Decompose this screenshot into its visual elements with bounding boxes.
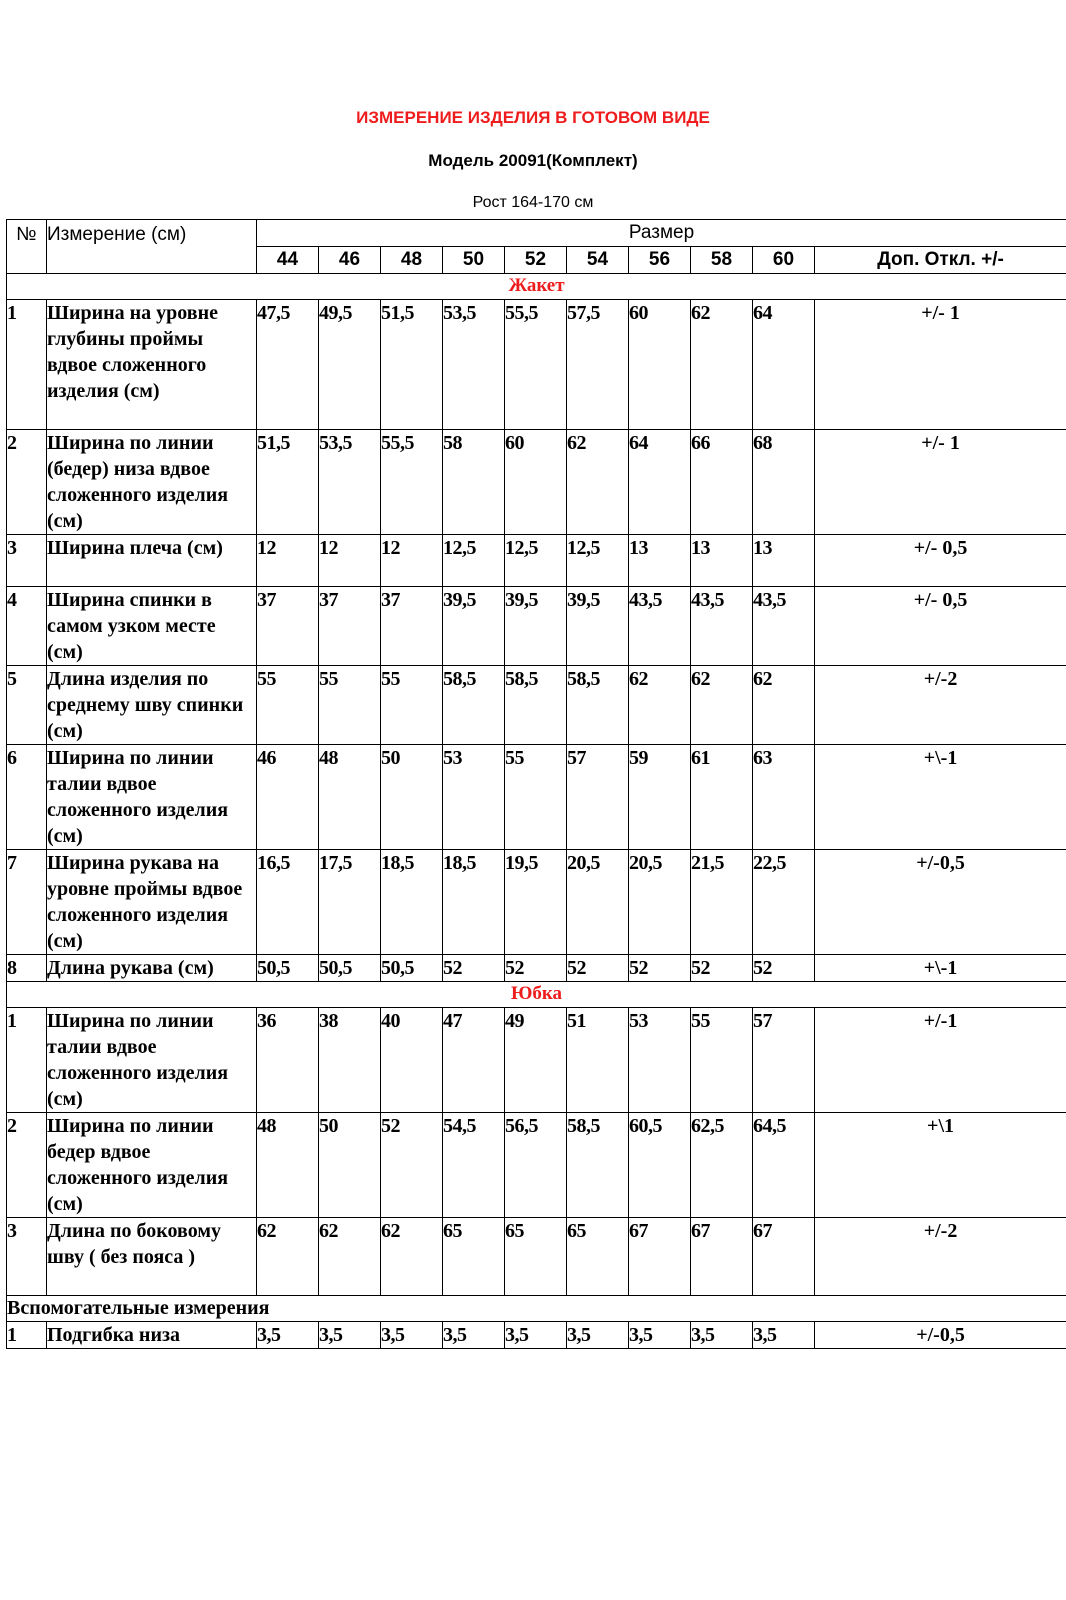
row-number: 1 bbox=[7, 1322, 47, 1349]
size-value: 61 bbox=[691, 745, 753, 850]
size-value: 62 bbox=[753, 666, 815, 745]
tolerance-value: +/-2 bbox=[815, 666, 1066, 745]
size-value: 53,5 bbox=[319, 430, 381, 535]
row-number: 2 bbox=[7, 1113, 47, 1218]
size-value: 48 bbox=[319, 745, 381, 850]
row-number: 7 bbox=[7, 850, 47, 955]
size-value: 18,5 bbox=[443, 850, 505, 955]
size-value: 52 bbox=[753, 955, 815, 982]
size-value: 43,5 bbox=[691, 587, 753, 666]
size-value: 53 bbox=[629, 1008, 691, 1113]
size-value: 52 bbox=[691, 955, 753, 982]
size-value: 3,5 bbox=[567, 1322, 629, 1349]
size-value: 48 bbox=[257, 1113, 319, 1218]
row-number: 6 bbox=[7, 745, 47, 850]
row-number: 4 bbox=[7, 587, 47, 666]
table-row bbox=[7, 1113, 1066, 1218]
size-value: 16,5 bbox=[257, 850, 319, 955]
measurement-table bbox=[6, 219, 1066, 1349]
size-value: 55 bbox=[319, 666, 381, 745]
size-value: 39,5 bbox=[505, 587, 567, 666]
size-value: 62,5 bbox=[691, 1113, 753, 1218]
size-value: 20,5 bbox=[629, 850, 691, 955]
table-row bbox=[7, 1218, 1066, 1296]
section-title: Юбка bbox=[7, 982, 1066, 1008]
tolerance-value: +/- 1 bbox=[815, 300, 1066, 430]
size-value: 63 bbox=[753, 745, 815, 850]
size-value: 55,5 bbox=[505, 300, 567, 430]
size-value: 62 bbox=[381, 1218, 443, 1296]
measurement-name: Длина рукава (см) bbox=[47, 955, 257, 982]
size-value: 52 bbox=[567, 955, 629, 982]
auxiliary-section-row bbox=[7, 1296, 1066, 1322]
row-number: 3 bbox=[7, 1218, 47, 1296]
size-value: 3,5 bbox=[443, 1322, 505, 1349]
measurement-name: Ширина рукава на уровне проймы вдвое сложенного изделия (см) bbox=[47, 850, 257, 955]
size-value: 52 bbox=[629, 955, 691, 982]
table-row bbox=[7, 1322, 1066, 1349]
size-value: 62 bbox=[319, 1218, 381, 1296]
size-header-52: 52 bbox=[505, 247, 567, 274]
size-value: 50,5 bbox=[381, 955, 443, 982]
document-title: ИЗМЕРЕНИЕ ИЗДЕЛИЯ В ГОТОВОМ ВИДЕ bbox=[356, 108, 710, 127]
size-value: 50 bbox=[319, 1113, 381, 1218]
size-value: 55 bbox=[257, 666, 319, 745]
size-value: 38 bbox=[319, 1008, 381, 1113]
size-value: 3,5 bbox=[505, 1322, 567, 1349]
row-number: 8 bbox=[7, 955, 47, 982]
tolerance-value: +\-1 bbox=[815, 955, 1066, 982]
size-value: 43,5 bbox=[629, 587, 691, 666]
table-row bbox=[7, 535, 1066, 587]
size-value: 13 bbox=[629, 535, 691, 587]
column-header-measure: Измерение (см) bbox=[47, 220, 257, 274]
size-value: 62 bbox=[567, 430, 629, 535]
size-value: 3,5 bbox=[629, 1322, 691, 1349]
measurement-name: Ширина на уровне глубины проймы вдвое сложенного изделия (см) bbox=[47, 300, 257, 430]
size-value: 64 bbox=[753, 300, 815, 430]
measurement-name: Ширина по линии талии вдвое сложенного изделия (см) bbox=[47, 745, 257, 850]
tolerance-value: +/-1 bbox=[815, 1008, 1066, 1113]
size-value: 58,5 bbox=[505, 666, 567, 745]
size-value: 65 bbox=[567, 1218, 629, 1296]
section-title: Жакет bbox=[7, 274, 1066, 300]
tolerance-value: +/-0,5 bbox=[815, 1322, 1066, 1349]
measurement-name: Длина по боковому шву ( без пояса ) bbox=[47, 1218, 257, 1296]
size-value: 58,5 bbox=[567, 1113, 629, 1218]
size-value: 22,5 bbox=[753, 850, 815, 955]
size-value: 12 bbox=[319, 535, 381, 587]
size-value: 12,5 bbox=[505, 535, 567, 587]
size-value: 65 bbox=[443, 1218, 505, 1296]
size-value: 36 bbox=[257, 1008, 319, 1113]
size-value: 55,5 bbox=[381, 430, 443, 535]
size-value: 52 bbox=[505, 955, 567, 982]
size-value: 56,5 bbox=[505, 1113, 567, 1218]
size-header-48: 48 bbox=[381, 247, 443, 274]
size-value: 58,5 bbox=[443, 666, 505, 745]
row-number: 5 bbox=[7, 666, 47, 745]
size-value: 3,5 bbox=[753, 1322, 815, 1349]
table-row bbox=[7, 300, 1066, 430]
size-value: 58 bbox=[443, 430, 505, 535]
size-value: 18,5 bbox=[381, 850, 443, 955]
size-value: 52 bbox=[381, 1113, 443, 1218]
size-value: 13 bbox=[753, 535, 815, 587]
size-value: 3,5 bbox=[381, 1322, 443, 1349]
size-value: 60 bbox=[629, 300, 691, 430]
size-value: 37 bbox=[257, 587, 319, 666]
size-value: 65 bbox=[505, 1218, 567, 1296]
size-value: 47,5 bbox=[257, 300, 319, 430]
size-value: 52 bbox=[443, 955, 505, 982]
size-value: 62 bbox=[629, 666, 691, 745]
size-value: 50,5 bbox=[257, 955, 319, 982]
size-value: 12 bbox=[257, 535, 319, 587]
size-value: 3,5 bbox=[691, 1322, 753, 1349]
size-header-60: 60 bbox=[753, 247, 815, 274]
row-number: 2 bbox=[7, 430, 47, 535]
size-value: 68 bbox=[753, 430, 815, 535]
row-number: 1 bbox=[7, 300, 47, 430]
size-value: 46 bbox=[257, 745, 319, 850]
size-value: 39,5 bbox=[443, 587, 505, 666]
size-value: 58,5 bbox=[567, 666, 629, 745]
tolerance-value: +/- 0,5 bbox=[815, 535, 1066, 587]
column-header-number: № bbox=[7, 220, 47, 274]
tolerance-value: +\-1 bbox=[815, 745, 1066, 850]
measurement-name: Подгибка низа bbox=[47, 1322, 257, 1349]
size-value: 57 bbox=[753, 1008, 815, 1113]
size-value: 67 bbox=[629, 1218, 691, 1296]
row-number: 3 bbox=[7, 535, 47, 587]
size-value: 55 bbox=[381, 666, 443, 745]
size-value: 40 bbox=[381, 1008, 443, 1113]
measurement-name: Ширина плеча (см) bbox=[47, 535, 257, 587]
size-value: 57 bbox=[567, 745, 629, 850]
size-value: 19,5 bbox=[505, 850, 567, 955]
tolerance-value: +/-0,5 bbox=[815, 850, 1066, 955]
size-value: 50 bbox=[381, 745, 443, 850]
column-header-tolerance: Доп. Откл. +/- bbox=[815, 247, 1066, 274]
table-row bbox=[7, 1008, 1066, 1113]
size-header-54: 54 bbox=[567, 247, 629, 274]
size-value: 53,5 bbox=[443, 300, 505, 430]
size-value: 62 bbox=[691, 666, 753, 745]
size-value: 20,5 bbox=[567, 850, 629, 955]
size-value: 67 bbox=[691, 1218, 753, 1296]
tolerance-value: +/-2 bbox=[815, 1218, 1066, 1296]
size-value: 13 bbox=[691, 535, 753, 587]
table-row bbox=[7, 430, 1066, 535]
size-header-44: 44 bbox=[257, 247, 319, 274]
size-value: 51,5 bbox=[257, 430, 319, 535]
size-value: 54,5 bbox=[443, 1113, 505, 1218]
size-value: 51 bbox=[567, 1008, 629, 1113]
section-row bbox=[7, 982, 1066, 1008]
size-header-46: 46 bbox=[319, 247, 381, 274]
model-subtitle: Модель 20091(Комплект) bbox=[428, 151, 638, 170]
size-value: 49,5 bbox=[319, 300, 381, 430]
size-value: 64,5 bbox=[753, 1113, 815, 1218]
header-row bbox=[7, 220, 1066, 247]
measurement-name: Ширина по линии (бедер) низа вдвое сложенного изделия (см) bbox=[47, 430, 257, 535]
size-header-56: 56 bbox=[629, 247, 691, 274]
size-value: 60,5 bbox=[629, 1113, 691, 1218]
size-value: 43,5 bbox=[753, 587, 815, 666]
size-value: 37 bbox=[381, 587, 443, 666]
size-value: 50,5 bbox=[319, 955, 381, 982]
size-value: 12,5 bbox=[443, 535, 505, 587]
table-row bbox=[7, 587, 1066, 666]
size-value: 55 bbox=[691, 1008, 753, 1113]
measurement-name: Длина изделия по среднему шву спинки (см) bbox=[47, 666, 257, 745]
size-value: 62 bbox=[691, 300, 753, 430]
size-value: 59 bbox=[629, 745, 691, 850]
size-value: 3,5 bbox=[257, 1322, 319, 1349]
tolerance-value: +/- 0,5 bbox=[815, 587, 1066, 666]
size-value: 17,5 bbox=[319, 850, 381, 955]
size-header-58: 58 bbox=[691, 247, 753, 274]
tolerance-value: +/- 1 bbox=[815, 430, 1066, 535]
size-value: 3,5 bbox=[319, 1322, 381, 1349]
measurement-name: Ширина по линии бедер вдвое сложенного изделия (см) bbox=[47, 1113, 257, 1218]
table-row bbox=[7, 850, 1066, 955]
table-row bbox=[7, 745, 1066, 850]
size-value: 57,5 bbox=[567, 300, 629, 430]
table-row bbox=[7, 666, 1066, 745]
size-header-50: 50 bbox=[443, 247, 505, 274]
size-value: 64 bbox=[629, 430, 691, 535]
size-value: 60 bbox=[505, 430, 567, 535]
table-row bbox=[7, 955, 1066, 982]
size-value: 12 bbox=[381, 535, 443, 587]
size-value: 12,5 bbox=[567, 535, 629, 587]
size-value: 66 bbox=[691, 430, 753, 535]
size-value: 55 bbox=[505, 745, 567, 850]
size-value: 51,5 bbox=[381, 300, 443, 430]
column-header-size: Размер bbox=[257, 220, 1066, 247]
size-value: 67 bbox=[753, 1218, 815, 1296]
row-number: 1 bbox=[7, 1008, 47, 1113]
size-value: 62 bbox=[257, 1218, 319, 1296]
size-value: 21,5 bbox=[691, 850, 753, 955]
measurement-name: Ширина по линии талии вдвое сложенного изделия (см) bbox=[47, 1008, 257, 1113]
size-value: 39,5 bbox=[567, 587, 629, 666]
size-value: 53 bbox=[443, 745, 505, 850]
size-value: 47 bbox=[443, 1008, 505, 1113]
measurement-name: Ширина спинки в самом узком месте (см) bbox=[47, 587, 257, 666]
auxiliary-section-title: Вспомогательные измерения bbox=[7, 1296, 1066, 1322]
size-value: 37 bbox=[319, 587, 381, 666]
tolerance-value: +\1 bbox=[815, 1113, 1066, 1218]
size-value: 49 bbox=[505, 1008, 567, 1113]
height-label: Рост 164-170 см bbox=[472, 194, 594, 211]
section-row bbox=[7, 274, 1066, 300]
